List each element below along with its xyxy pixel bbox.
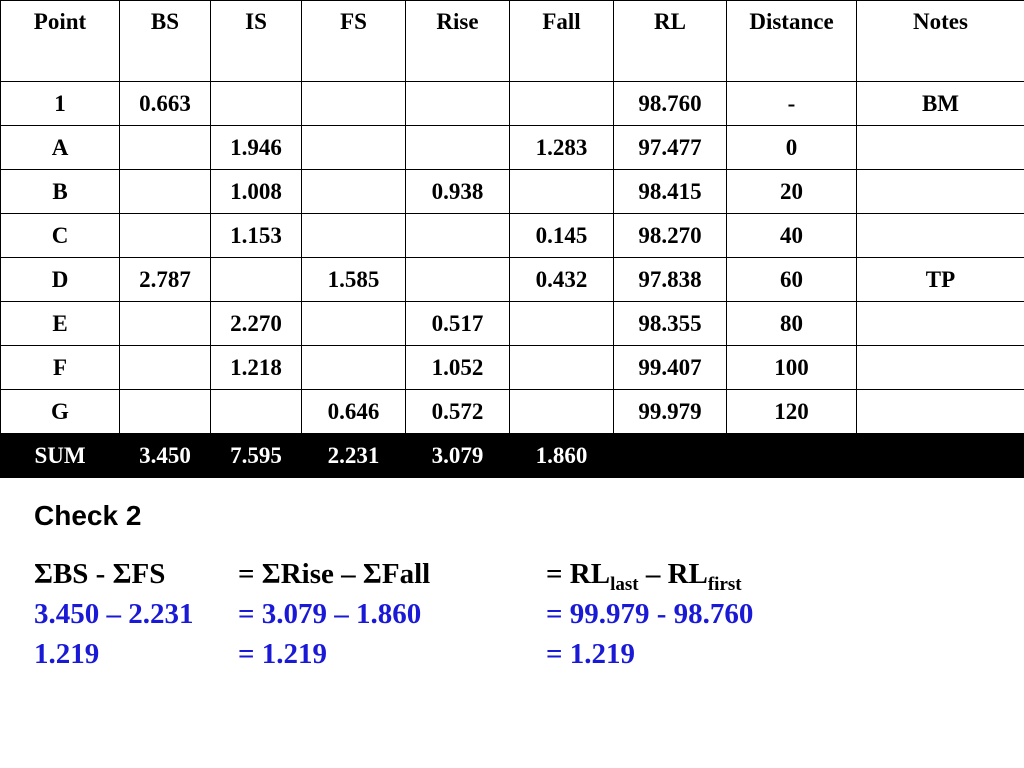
cell-bs — [120, 302, 211, 346]
cell-fall — [510, 170, 614, 214]
cell-rl: 97.477 — [614, 126, 727, 170]
formula-rl-sub-first: first — [707, 573, 742, 595]
cell-rl: 98.355 — [614, 302, 727, 346]
cell-is: 1.153 — [211, 214, 302, 258]
cell-fs — [302, 214, 406, 258]
cell-fs — [302, 82, 406, 126]
cell-bs: 2.787 — [120, 258, 211, 302]
table-row — [1, 346, 1024, 390]
cell-fall — [510, 82, 614, 126]
cell-point: G — [1, 390, 120, 434]
sum-fs: 2.231 — [302, 434, 406, 478]
result-bs-fs: 1.219 — [34, 638, 100, 670]
table-header-row — [1, 1, 1024, 82]
cell-notes — [857, 302, 1024, 346]
cell-notes — [857, 214, 1024, 258]
cell-is — [211, 258, 302, 302]
cell-point: B — [1, 170, 120, 214]
cell-notes: TP — [857, 258, 1024, 302]
formula-rl — [546, 554, 806, 594]
sum-rise: 3.079 — [406, 434, 510, 478]
cell-fall — [510, 302, 614, 346]
cell-bs — [120, 390, 211, 434]
sum-label: SUM — [1, 434, 120, 478]
cell-rl: 98.270 — [614, 214, 727, 258]
cell-distance: 80 — [727, 302, 857, 346]
cell-point: A — [1, 126, 120, 170]
cell-notes — [857, 126, 1024, 170]
cell-rl: 97.838 — [614, 258, 727, 302]
values-rl: = 99.979 - 98.760 — [546, 598, 754, 630]
formula-rise-fall: = ΣRise – ΣFall — [238, 558, 431, 590]
table-row — [1, 126, 1024, 170]
check-grid — [34, 554, 806, 674]
cell-distance: 100 — [727, 346, 857, 390]
cell-point: F — [1, 346, 120, 390]
sum-rl — [614, 434, 727, 478]
formula-bs-fs: ΣBS - ΣFS — [34, 558, 166, 590]
cell-distance: 0 — [727, 126, 857, 170]
cell-fall: 0.145 — [510, 214, 614, 258]
header-distance: Distance — [727, 1, 857, 82]
sum-distance — [727, 434, 857, 478]
cell-rise — [406, 214, 510, 258]
values-bs-fs: 3.450 – 2.231 — [34, 598, 194, 630]
cell-rise — [406, 82, 510, 126]
table-row — [1, 170, 1024, 214]
cell-fs — [302, 302, 406, 346]
table-row — [1, 258, 1024, 302]
table-row — [1, 390, 1024, 434]
cell-distance: - — [727, 82, 857, 126]
table-row — [1, 302, 1024, 346]
cell-rl: 98.760 — [614, 82, 727, 126]
cell-rl: 98.415 — [614, 170, 727, 214]
cell-notes: BM — [857, 82, 1024, 126]
formula-rl-mid: – RL — [638, 558, 708, 590]
header-notes: Notes — [857, 1, 1024, 82]
sum-notes — [857, 434, 1024, 478]
values-rise-fall: = 3.079 – 1.860 — [238, 598, 422, 630]
cell-bs — [120, 214, 211, 258]
check-section — [34, 500, 806, 674]
header-fall: Fall — [510, 1, 614, 82]
formula-rl-prefix: = RL — [546, 558, 611, 590]
table-row — [1, 214, 1024, 258]
cell-fs — [302, 170, 406, 214]
cell-bs — [120, 126, 211, 170]
cell-fall — [510, 390, 614, 434]
sum-is: 7.595 — [211, 434, 302, 478]
sum-bs: 3.450 — [120, 434, 211, 478]
cell-bs — [120, 170, 211, 214]
cell-rl: 99.407 — [614, 346, 727, 390]
cell-is: 1.218 — [211, 346, 302, 390]
cell-rise: 0.572 — [406, 390, 510, 434]
cell-bs — [120, 346, 211, 390]
cell-rl: 99.979 — [614, 390, 727, 434]
cell-point: D — [1, 258, 120, 302]
sum-row — [1, 434, 1024, 478]
cell-is: 2.270 — [211, 302, 302, 346]
cell-is — [211, 82, 302, 126]
cell-rise — [406, 258, 510, 302]
header-fs: FS — [302, 1, 406, 82]
sum-fall: 1.860 — [510, 434, 614, 478]
cell-fall — [510, 346, 614, 390]
result-rise-fall: = 1.219 — [238, 638, 328, 670]
cell-is: 1.008 — [211, 170, 302, 214]
cell-rise: 0.938 — [406, 170, 510, 214]
table-row — [1, 82, 1024, 126]
result-rl: = 1.219 — [546, 638, 636, 670]
cell-fs — [302, 126, 406, 170]
cell-fs: 0.646 — [302, 390, 406, 434]
cell-fall: 1.283 — [510, 126, 614, 170]
cell-notes — [857, 346, 1024, 390]
header-rl: RL — [614, 1, 727, 82]
formula-rl-sub-last: last — [610, 573, 639, 595]
cell-point: E — [1, 302, 120, 346]
cell-fall: 0.432 — [510, 258, 614, 302]
header-bs: BS — [120, 1, 211, 82]
header-point: Point — [1, 1, 120, 82]
cell-rise: 1.052 — [406, 346, 510, 390]
cell-rise: 0.517 — [406, 302, 510, 346]
cell-bs: 0.663 — [120, 82, 211, 126]
cell-distance: 20 — [727, 170, 857, 214]
cell-is: 1.946 — [211, 126, 302, 170]
cell-distance: 120 — [727, 390, 857, 434]
cell-point: 1 — [1, 82, 120, 126]
cell-distance: 60 — [727, 258, 857, 302]
cell-distance: 40 — [727, 214, 857, 258]
cell-fs: 1.585 — [302, 258, 406, 302]
header-is: IS — [211, 1, 302, 82]
cell-rise — [406, 126, 510, 170]
cell-fs — [302, 346, 406, 390]
cell-point: C — [1, 214, 120, 258]
cell-is — [211, 390, 302, 434]
header-rise: Rise — [406, 1, 510, 82]
cell-notes — [857, 170, 1024, 214]
cell-notes — [857, 390, 1024, 434]
check-title: Check 2 — [34, 500, 142, 531]
